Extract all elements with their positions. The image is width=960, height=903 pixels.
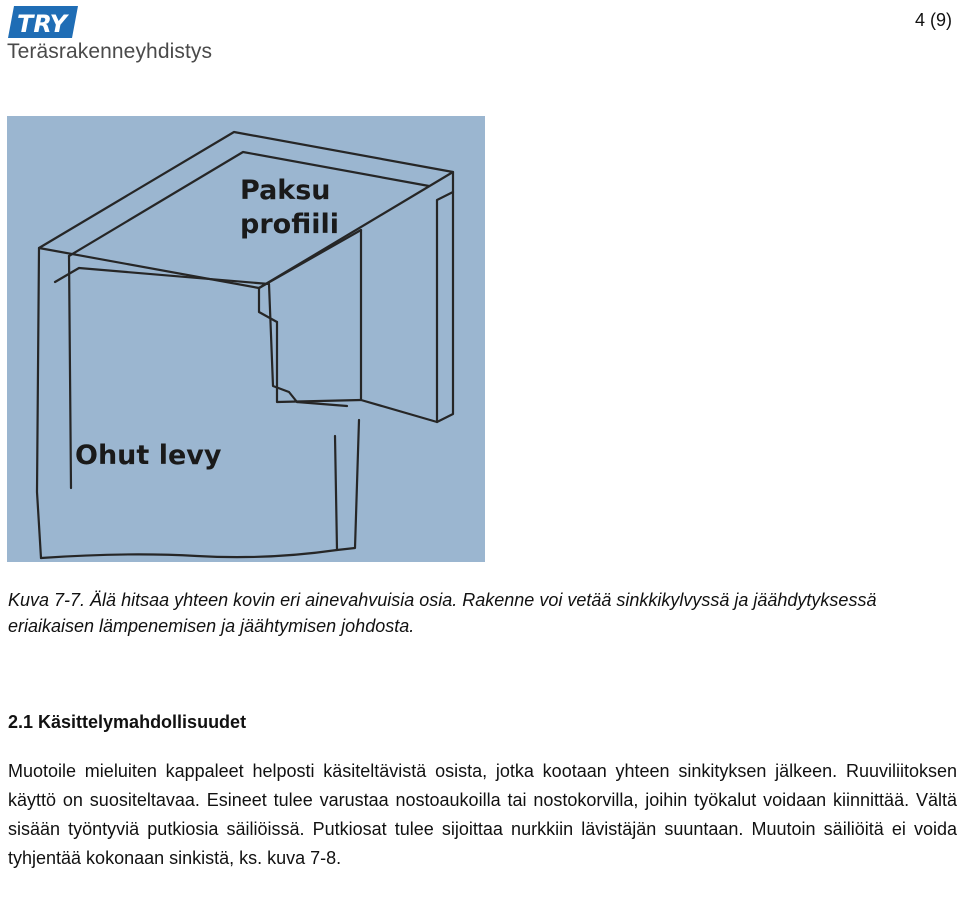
logo-text: TRY [16, 10, 68, 38]
section-paragraph: Muotoile mieluiten kappaleet helposti käsiteltävistä osista, jotka kootaan yhteen sinkityksen jälkeen. Ruuviliitoksen käyttö on suositeltavaa. Esineet tulee varustaa nostoaukoilla tai nostokorvilla, joihin työkalut voidaan kiinnittää. Vältä sisään työntyviä putkiosia säiliöissä. Putkiosat tulee sijoittaa nurkkiin lävistäjän suuntaan. Muutoin säiliöitä ei voida tyhjentää kokonaan sinkistä, ks. kuva 7-8. [8, 761, 957, 868]
label-thick-profile [240, 174, 339, 242]
page-number: 4 (9) [914, 10, 952, 30]
label-thick-profile-text: Paksu profiili [240, 175, 339, 240]
organization-name: Teräsrakenneyhdistys [7, 40, 213, 63]
try-logo [6, 4, 216, 66]
figure-7-7 [7, 116, 485, 562]
label-thin-plate: Ohut levy [75, 440, 222, 471]
section-heading: 2.1 Käsittelymahdollisuudet [8, 712, 247, 732]
try-logo-mark [6, 4, 78, 40]
figure-caption: Kuva 7-7. Älä hitsaa yhteen kovin eri ainevahvuisia osia. Rakenne voi vetää sinkkikylvyssä ja jäähdytyksessä eriaikaisen lämpenemisen ja jäähtymisen johdosta. [8, 590, 877, 636]
